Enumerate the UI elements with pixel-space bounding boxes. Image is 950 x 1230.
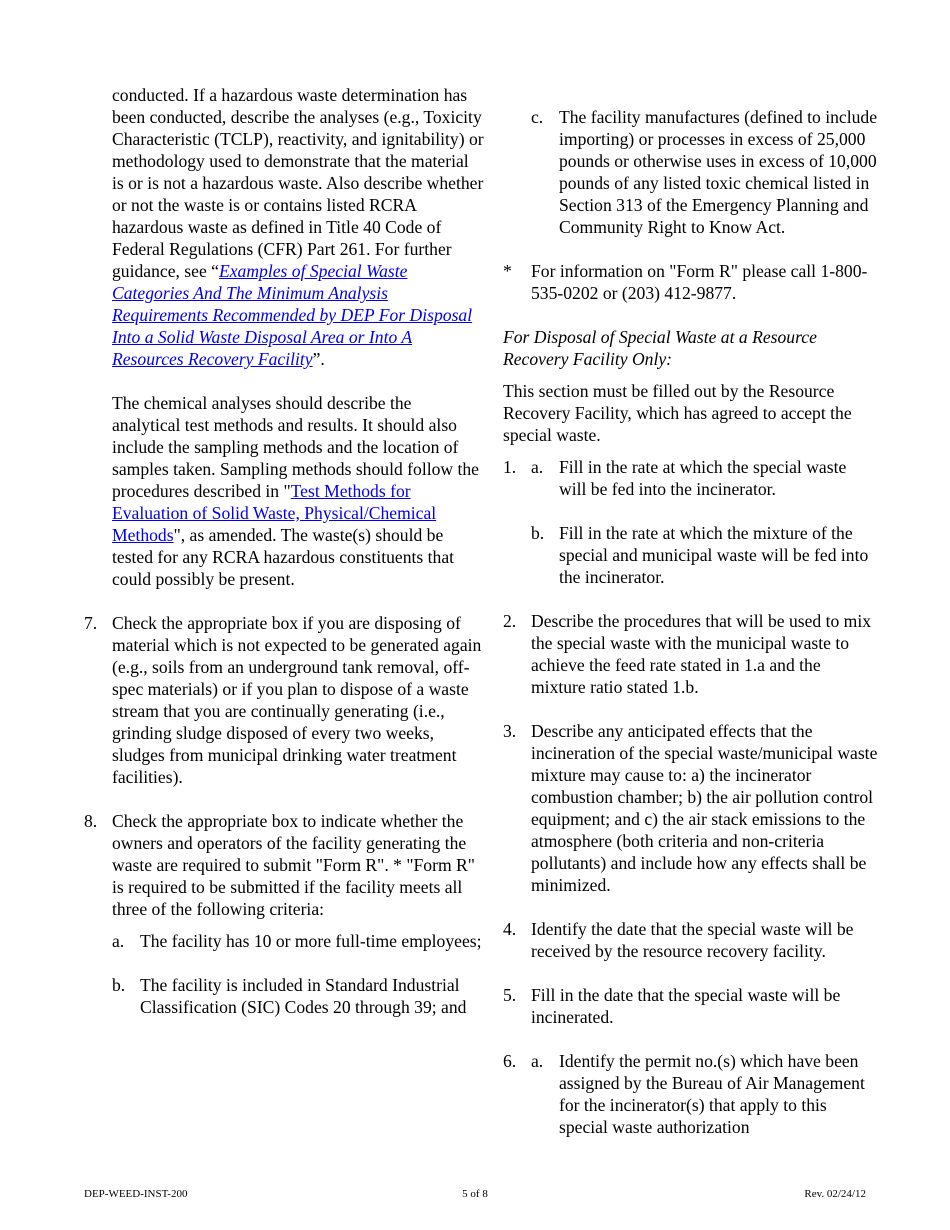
form-r-note xyxy=(503,260,878,304)
rrf-item-4 xyxy=(503,918,878,962)
footer-page-number: 5 of 8 xyxy=(462,1188,488,1200)
item-text: Describe any anticipated effects that the incineration of the special waste/municipal waste mixture may cause to: a) the incinerator combustion chamber; b) the air pollution control equipment; and c) the air stack emissions to the atmosphere (both criteria and non-criteria pollutants) and include how any effects shall be minimized. xyxy=(531,721,878,895)
paragraph-text: The chemical analyses should describe the analytical test methods and results. It should also include the sampling methods and the location of samples taken. Sampling methods should follow the procedures described in " xyxy=(112,393,479,501)
rrf-item-1a xyxy=(531,456,878,500)
sub-item-letter: a. xyxy=(531,1051,544,1071)
section-heading: For Disposal of Special Waste at a Resource Recovery Facility Only: xyxy=(503,327,817,369)
footer-doc-id: DEP-WEED-INST-200 xyxy=(84,1188,188,1200)
paragraph-text: ”. xyxy=(312,349,325,369)
hazardous-determination-paragraph xyxy=(84,84,484,370)
sub-item-letter: b. xyxy=(112,975,126,995)
sub-item-letter: c. xyxy=(531,107,544,127)
section-intro: This section must be filled out by the Resource Recovery Facility, which has agreed to accept the special waste. xyxy=(503,381,852,445)
rrf-item-3 xyxy=(503,720,878,896)
sub-item-text: The facility is included in Standard Industrial Classification (SIC) Codes 20 through 39; and xyxy=(140,975,467,1017)
rrf-item-1b xyxy=(531,522,878,588)
instruction-item-7 xyxy=(84,612,484,788)
sub-item-text: Identify the permit no.(s) which have been assigned by the Bureau of Air Management for the incinerator(s) that apply to this special waste authorization xyxy=(559,1051,865,1137)
right-column xyxy=(503,84,878,1138)
sub-item-text: The facility manufactures (defined to include importing) or processes in excess of 25,000 pounds or otherwise uses in excess of 10,000 pounds of any listed toxic chemical listed in Section 313 of the Emergency Planning and Community Right to Know Act. xyxy=(559,107,878,237)
sub-item-letter: a. xyxy=(112,931,125,951)
asterisk-mark: * xyxy=(503,261,512,281)
item-number: 6. xyxy=(503,1051,517,1071)
rrf-item-1 xyxy=(503,456,878,588)
rrf-item-6 xyxy=(503,1050,878,1138)
item-text: Describe the procedures that will be used to mix the special waste with the municipal waste to achieve the feed rate stated in 1.a and the mixture ratio stated 1.b. xyxy=(531,611,872,697)
sub-item-text: Fill in the rate at which the special waste will be fed into the incinerator. xyxy=(559,457,847,499)
criteria-a xyxy=(112,930,484,952)
item-text: Identify the date that the special waste will be received by the resource recovery facility. xyxy=(531,919,854,961)
paragraph-text: ", as amended. The waste(s) should be tested for any RCRA hazardous constituents that could possibly be present. xyxy=(112,525,455,589)
criteria-b xyxy=(112,974,484,1018)
test-methods-link[interactable]: Test Methods for Evaluation of Solid Waste, Physical/Chemical Methods xyxy=(112,481,437,545)
item-number: 7. xyxy=(84,613,98,633)
paragraph-text: conducted. If a hazardous waste determination has been conducted, describe the analyses (e.g., Toxicity Characteristic (TCLP), reactivity, and ignitability) or methodology used to demonstrate that the material is or is not a hazardous waste. Also describe whether or not the waste is or contains listed RCRA hazardous waste as defined in Title 40 Code of Federal Regulations (CFR) Part 261. For further guidance, see “ xyxy=(112,85,484,281)
rrf-item-5 xyxy=(503,984,878,1028)
rrf-item-2 xyxy=(503,610,878,698)
item-number: 3. xyxy=(503,721,517,741)
item-number: 8. xyxy=(84,811,98,831)
instruction-item-8 xyxy=(84,810,484,1018)
footer-revision: Rev. 02/24/12 xyxy=(804,1188,866,1200)
sub-item-text: The facility has 10 or more full-time employees; xyxy=(140,931,482,951)
sub-item-text: Fill in the rate at which the mixture of the special and municipal waste will be fed into the incinerator. xyxy=(559,523,869,587)
chemical-analyses-paragraph xyxy=(84,392,484,590)
item-number: 2. xyxy=(503,611,517,631)
left-column xyxy=(84,84,484,1018)
sub-item-letter: b. xyxy=(531,523,545,543)
item-text: Check the appropriate box to indicate whether the owners and operators of the facility generating the waste are required to submit "Form R". * "Form R" is required to be submitted if the facility meets all three of the following criteria: xyxy=(112,811,475,919)
item-number: 1. xyxy=(503,457,517,477)
rrf-item-6a xyxy=(531,1050,878,1138)
item-number: 4. xyxy=(503,919,517,939)
note-text: For information on "Form R" please call 1-800-535-0202 or (203) 412-9877. xyxy=(531,261,868,303)
criteria-c xyxy=(531,106,878,238)
criteria-c-wrapper xyxy=(503,106,878,238)
sub-item-letter: a. xyxy=(531,457,544,477)
item-text: Fill in the date that the special waste will be incinerated. xyxy=(531,985,841,1027)
item-number: 5. xyxy=(503,985,517,1005)
special-waste-categories-link[interactable]: Examples of Special Waste Categories And The Minimum Analysis Requirements Recommended by DEP For Disposal Into a Solid Waste Disposal Area or Into A Resources Recovery Facility xyxy=(112,261,473,369)
item-text: Check the appropriate box if you are disposing of material which is not expected to be generated again (e.g., soils from an underground tank removal, off-spec materials) or if you plan to dispose of a waste stream that you are continually generating (i.e., grinding sludge disposed of every two weeks, sludges from municipal drinking water treatment facilities). xyxy=(112,613,482,787)
